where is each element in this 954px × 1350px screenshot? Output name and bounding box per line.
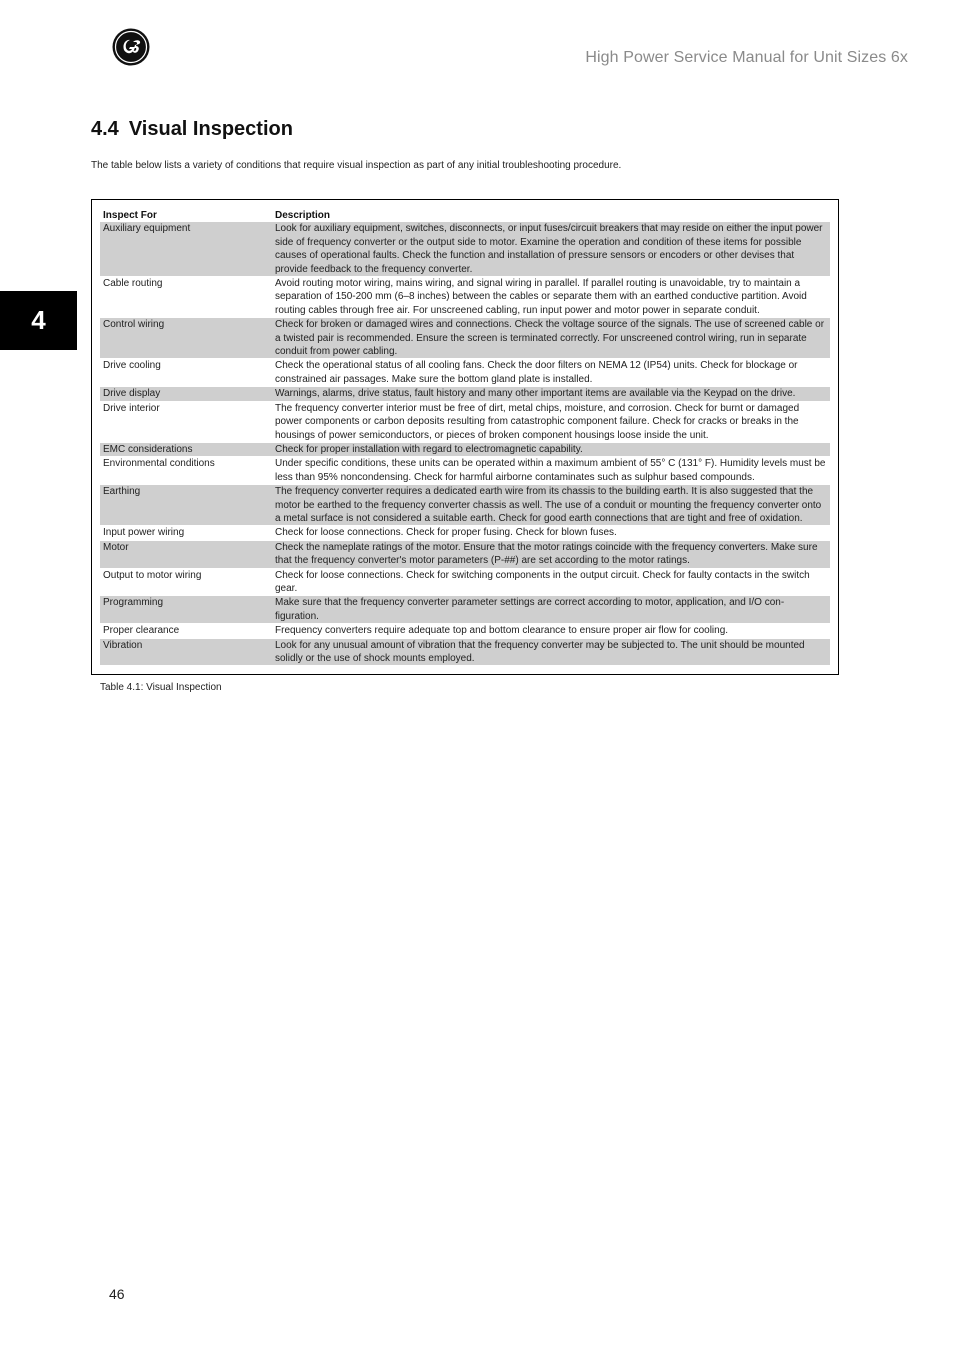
inspect-item: Cable routing: [100, 277, 272, 318]
section-number: 4.4: [91, 118, 119, 140]
ge-logo: [112, 28, 150, 66]
inspect-description: Look for auxiliary equipment, switches, disconnects, or input fuses/circuit breakers that may reside on either the input power side of frequency converter or the output side to motor. Examine the operation and condition of these items for possible causes of operational faults. Check the function and installation of pressure sensors or encoders or other devises that provide feedback to the frequency converter.: [272, 222, 830, 276]
inspect-description: Avoid routing motor wiring, mains wiring, and signal wiring in parallel. If parallel routing is unavoidable, try to maintain a separation of 150-200 mm (6–8 inches) between the cables or separate them with an earthed conductive partition. Avoid routing cables through free air. For unscreened cabling, run input power and motor power in separate conduit.: [272, 277, 830, 318]
table-row: [100, 387, 830, 401]
table-row: [100, 318, 830, 359]
inspect-description: Look for any unusual amount of vibration that the frequency converter may be subjected to. The unit should be mounted solidly or the use of shock mounts employed.: [272, 638, 830, 665]
inspect-item: Motor: [100, 540, 272, 568]
table-row: [100, 540, 830, 568]
inspect-description: Check the nameplate ratings of the motor. Ensure that the motor ratings coincide with the frequency converters. Make sure that the frequency converter's motor parameters (P-##) are set according to the motor ratings.: [272, 540, 830, 568]
page-number: 46: [109, 1286, 125, 1302]
section-title-text: Visual Inspection: [128, 118, 293, 140]
table-row: [100, 485, 830, 526]
table-row: [100, 596, 830, 624]
table-row: [100, 568, 830, 596]
inspect-item: Input power wiring: [100, 526, 272, 540]
header-title: High Power Service Manual for Unit Sizes 6x: [585, 49, 908, 66]
table-header-row: [100, 208, 830, 222]
inspect-description: Check for loose connections. Check for switching components in the output circuit. Check for faulty contacts in the switch gear.: [272, 568, 830, 596]
inspect-description: Check for proper installation with regard to electromagnetic capability.: [272, 442, 830, 456]
table-row: [100, 222, 830, 276]
inspect-item: Earthing: [100, 485, 272, 526]
chapter-tab: 4: [0, 291, 77, 350]
table-row: [100, 624, 830, 638]
table-row: [100, 277, 830, 318]
inspect-description: The frequency converter requires a dedicated earth wire from its chassis to the building earth. It is also suggested that the motor be earthed to the frequency converter chassis as well. The use of a conduit or mounting the frequency converter onto a metal surface is not considered a suitable earth. Check for good earth connections that are tight and free of oxidation.: [272, 485, 830, 526]
inspect-item: Proper clearance: [100, 624, 272, 638]
inspect-description: The frequency converter interior must be free of dirt, metal chips, moisture, and corrosion. Check for burnt or damaged power components or carbon deposits resulting from catastrophic component failure. Check for cracks or breaks in the housings of power semiconductors, or pieces of broken component housings loose inside the unit.: [272, 401, 830, 442]
inspect-description: Make sure that the frequency converter parameter settings are correct according to motor, application, and I/O con-figuration.: [272, 596, 830, 624]
visual-inspection-table: [100, 208, 830, 665]
table-row: [100, 457, 830, 485]
inspect-description: Check the operational status of all cooling fans. Check the door filters on NEMA 12 (IP54) units. Check for blockage or constrained air passages. Make sure the bottom gland plate is installed.: [272, 359, 830, 387]
inspect-item: Drive display: [100, 387, 272, 401]
section-title: [91, 118, 293, 141]
inspect-item: Control wiring: [100, 318, 272, 359]
column-header-inspect-for: Inspect For: [103, 210, 157, 221]
column-header-description: Description: [275, 210, 331, 221]
table-row: [100, 526, 830, 540]
inspect-item: Drive cooling: [100, 359, 272, 387]
intro-paragraph: The table below lists a variety of conditions that require visual inspection as part of any initial troubleshooting procedure.: [91, 160, 622, 171]
table-row: [100, 359, 830, 387]
inspect-item: Vibration: [100, 638, 272, 665]
inspect-item: Environmental conditions: [100, 457, 272, 485]
inspect-item: Drive interior: [100, 401, 272, 442]
inspect-item: Output to motor wiring: [100, 568, 272, 596]
inspect-item: EMC considerations: [100, 442, 272, 456]
table-caption: Table 4.1: Visual Inspection: [100, 682, 222, 693]
inspect-description: Check for broken or damaged wires and connections. Check the voltage source of the signals. The use of screened cable or a twisted pair is recommended. Ensure the screen is terminated correctly. For unscreened control wiring, run in separate conduit from power cabling.: [272, 318, 830, 359]
table-row: [100, 401, 830, 442]
inspect-item: Programming: [100, 596, 272, 624]
inspect-description: Warnings, alarms, drive status, fault history and many other important items are available via the Keypad on the drive.: [272, 387, 830, 401]
inspect-description: Check for loose connections. Check for proper fusing. Check for blown fuses.: [272, 526, 830, 540]
inspect-description: Under specific conditions, these units can be operated within a maximum ambient of 55° C (131° F). Humidity levels must be less than 95% noncondensing. Check for harmful airborne contaminates such as sulphur based compounds.: [272, 457, 830, 485]
inspect-description: Frequency converters require adequate top and bottom clearance to ensure proper air flow for cooling.: [272, 624, 830, 638]
inspect-item: Auxiliary equipment: [100, 222, 272, 276]
table-row: [100, 442, 830, 456]
table-row: [100, 638, 830, 665]
